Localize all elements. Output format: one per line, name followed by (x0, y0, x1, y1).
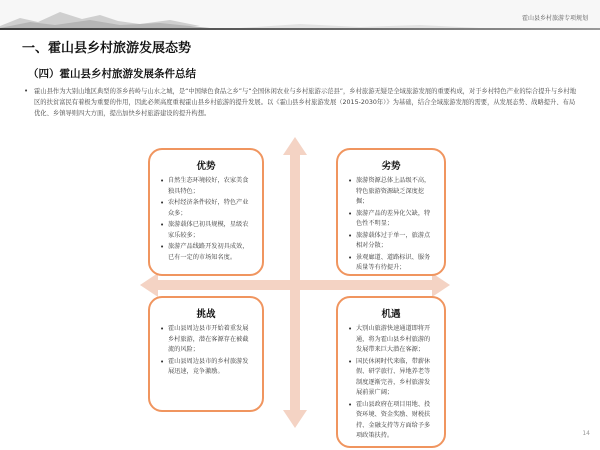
opportunities-box (336, 296, 446, 448)
bullet-icon: • (24, 87, 29, 95)
list-item: • 霍山县政府在项目用地、投资环境、资金奖励、财税扶持、金融支持等方面给予多项政策扶持。 (348, 400, 432, 442)
list-item: • 霍山县周边县市的乡村旅游发展迅速，竞争激励。 (160, 357, 250, 378)
list-item: • 霍山县周边县市开始着重发展乡村旅游，潜在客源存在被截流的风险； (160, 324, 250, 356)
strengths-title: 优势 (196, 161, 216, 172)
list-item: • 景观廊道、道路标识、服务质量等有待提升； (348, 253, 432, 274)
list-item: • 旅游载体过于单一，旅游点相对分散； (348, 231, 432, 252)
threats-box (148, 296, 264, 412)
list-item: • 自然生态环境较好，农家美食独具特色； (160, 176, 250, 197)
opportunities-list (348, 324, 432, 443)
strengths-list (160, 176, 250, 264)
weaknesses-list (348, 176, 432, 275)
section-title: 一、霍山县乡村旅游发展态势 (22, 41, 192, 56)
page-number: 14 (582, 430, 590, 437)
opportunities-title: 机遇 (381, 309, 401, 320)
intro-text: 霍山县作为大别山地区典型的茶乡药岭与山水之城，是“中国绿色食品之乡”与“全国休闲农业与乡村旅游示范县”，乡村旅游无疑是全域旅游发展的重要构成，对于乡村特色产业的综合提升与乡村地区的扶贫富民有着极为重要的作用，因此必须高度重视霍山县乡村旅游的提升发展。以《霍山县乡村旅游发展（2015-2030年）》为基础，结合全域旅游发展的需要，从发展态势、战略提升、布局优化、乡镇导则四大方面，提出加快乡村旅游建设的提升构想。 (34, 88, 576, 117)
list-item: • 大别山旅游快速通道即将开通，将为霍山县乡村旅游的发展带来巨大潜在客源； (348, 324, 432, 356)
strengths-box (148, 148, 264, 276)
list-item: • 旅游产品线路开发初具成效，已有一定的市场知名度。 (160, 242, 250, 263)
threats-title: 挑战 (196, 309, 216, 320)
list-item: • 农村经济条件较好，特色产业众多； (160, 198, 250, 219)
list-item: • 旅游产品的差异化欠缺，特色性不明显； (348, 209, 432, 230)
list-item: • 国民休闲时代来临，带薪休假、研学旅行、异地养老等制度逐渐完善，乡村旅游发展前景广阔； (348, 357, 432, 399)
list-item: • 旅游载体已初具规模，星级农家乐较多； (160, 220, 250, 241)
list-item: • 旅游资源总体上品级不高，特色旅游资源缺乏深度挖掘； (348, 176, 432, 208)
banner-caption: 霍山县乡村旅游专项规划 (521, 15, 588, 22)
section-subtitle: （四）霍山县乡村旅游发展条件总结 (28, 68, 196, 80)
weaknesses-box (336, 148, 446, 276)
threats-list (160, 324, 250, 379)
weaknesses-title: 劣势 (381, 161, 401, 172)
